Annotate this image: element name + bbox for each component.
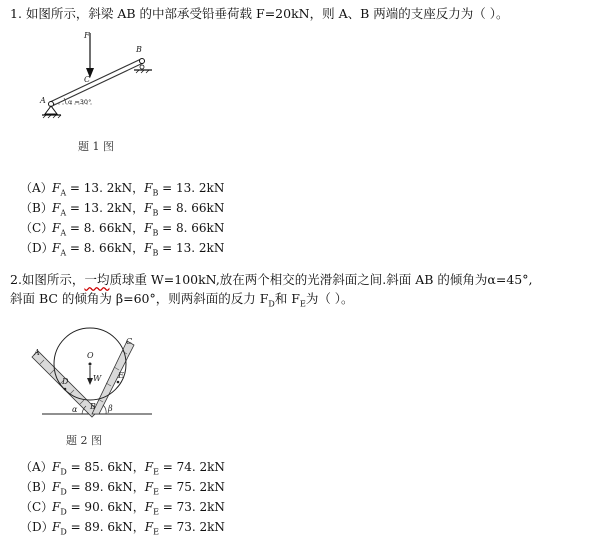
var-name: F — [144, 201, 153, 215]
label-a: A — [40, 96, 46, 105]
label-beta: β — [108, 404, 113, 413]
var-sub: D — [60, 507, 67, 517]
q2-option-a[interactable] — [20, 458, 225, 476]
value: = 13. 2kN — [158, 181, 225, 195]
var-name: F — [52, 241, 61, 255]
question-1-text: 1. 如图所示，斜梁 AB 的中部承受铅垂荷载 F=20kN，则 A、B 两端的支座反力为（ ）。 — [10, 6, 509, 21]
label-d: D — [62, 377, 69, 386]
figure-2-caption: 题 2 图 — [66, 434, 102, 447]
value: = 75. 2kN — [158, 480, 225, 494]
q2-option-b[interactable] — [20, 478, 225, 496]
figure-1-caption: 题 1 图 — [78, 140, 114, 153]
var-name: F — [144, 460, 154, 474]
var-name: F — [52, 201, 61, 215]
value: = 73. 2kN — [158, 520, 225, 534]
var-sub: E — [299, 299, 306, 309]
var-name: F — [52, 221, 61, 235]
label-b: B — [90, 402, 96, 411]
text-segment: 2.如图所示， — [10, 272, 85, 287]
var-sub: E — [153, 527, 159, 536]
var-sub: A — [60, 228, 67, 238]
text-segment: 斜面 BC 的倾角为 β=60°，则两斜面的反力 F — [10, 291, 269, 306]
var-sub: B — [152, 248, 159, 258]
value: = 8. 66kN — [158, 201, 225, 215]
label-b: B — [136, 45, 142, 54]
var-name: F — [52, 500, 61, 514]
var-sub: D — [60, 467, 67, 477]
value: = 90. 6kN， — [66, 500, 145, 514]
value: = 8. 66kN， — [66, 221, 145, 235]
var-sub: A — [60, 248, 67, 258]
var-sub: A — [60, 208, 67, 218]
value: = 85. 6kN， — [66, 460, 145, 474]
contact-point-e — [117, 381, 120, 384]
label-angle: α =30° — [68, 98, 92, 106]
value: = 13. 2kN — [158, 241, 225, 255]
var-sub: E — [153, 507, 159, 517]
var-name: F — [144, 241, 153, 255]
option-label: （D） — [20, 520, 54, 534]
option-label: （B） — [20, 480, 53, 494]
var-name: F — [52, 520, 61, 534]
var-sub: E — [153, 487, 159, 497]
value: = 89. 6kN， — [66, 480, 145, 494]
label-a: A — [34, 348, 40, 357]
var-name: F — [144, 480, 154, 494]
text-segment: 为（ ）。 — [305, 291, 354, 306]
var-name: F — [144, 520, 154, 534]
value: = 13. 2kN， — [66, 201, 145, 215]
q2-option-c[interactable] — [20, 498, 225, 516]
label-c: C — [84, 75, 91, 84]
option-label: （C） — [20, 500, 54, 514]
var-sub: A — [60, 188, 67, 198]
var-name: F — [144, 500, 154, 514]
label-alpha: α — [72, 405, 78, 414]
q2-option-d[interactable] — [20, 518, 225, 536]
beta-arc — [103, 405, 106, 414]
label-e: E — [118, 371, 124, 380]
label-o: O — [87, 351, 94, 360]
sphere-center — [89, 363, 92, 366]
text-segment: 和 F — [274, 291, 300, 306]
var-name: F — [52, 480, 61, 494]
option-label: （C） — [20, 221, 54, 235]
var-name: F — [144, 221, 153, 235]
var-sub: D — [268, 299, 275, 309]
value: = 73. 2kN — [158, 500, 225, 514]
var-sub: B — [152, 188, 159, 198]
option-label: （D） — [20, 241, 54, 255]
spellcheck-underlined-text: 一均 — [84, 272, 110, 287]
option-label: （B） — [20, 201, 53, 215]
value: = 74. 2kN — [158, 460, 225, 474]
var-name: F — [52, 460, 61, 474]
var-sub: D — [60, 487, 67, 497]
option-label: （A） — [20, 460, 53, 474]
value: = 13. 2kN， — [66, 181, 145, 195]
value: = 8. 66kN， — [66, 241, 145, 255]
var-sub: B — [152, 208, 159, 218]
label-w: W — [93, 374, 102, 383]
var-name: F — [144, 181, 153, 195]
text-segment: 质球重 W=100kN,放在两个相交的光滑斜面之间.斜面 AB 的倾角为α=45°, — [109, 272, 533, 287]
label-c: C — [126, 337, 133, 346]
label-f: F — [84, 31, 90, 40]
contact-point-d — [64, 388, 67, 391]
option-label: （A） — [20, 181, 53, 195]
var-sub: B — [152, 228, 159, 238]
value: = 89. 6kN， — [66, 520, 145, 534]
var-sub: E — [153, 467, 159, 477]
var-sub: D — [60, 527, 67, 536]
var-name: F — [52, 181, 61, 195]
value: = 8. 66kN — [158, 221, 225, 235]
